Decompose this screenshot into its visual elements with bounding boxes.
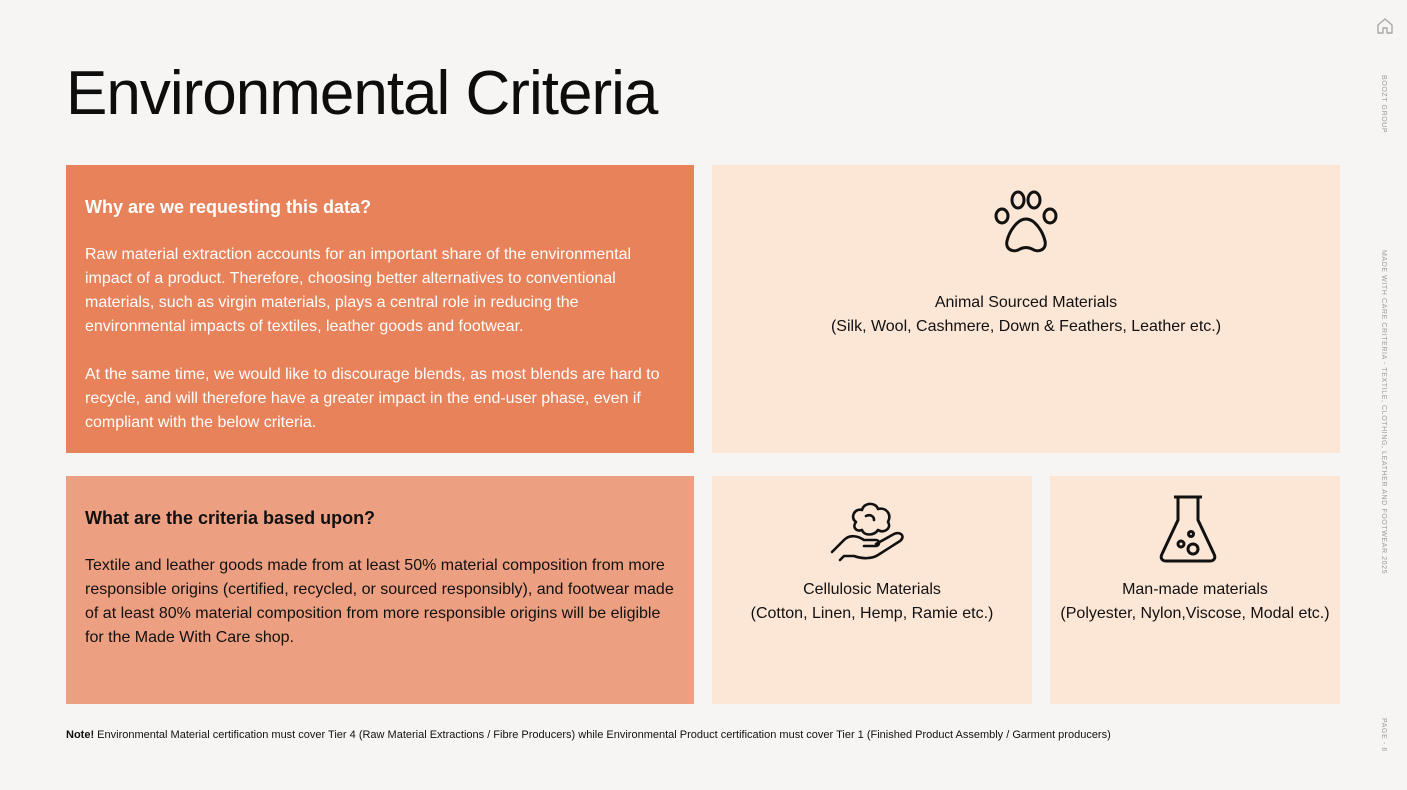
manmade-card-title: Man-made materials (1122, 581, 1268, 598)
manmade-card-subtitle: (Polyester, Nylon,Viscose, Modal etc.) (1060, 605, 1330, 622)
cellulosic-materials-card (712, 476, 1032, 704)
hand-cotton-icon (830, 500, 910, 567)
animal-card-title: Animal Sourced Materials (934, 294, 1118, 311)
criteria-basis-box (66, 476, 694, 704)
why-requesting-box (66, 165, 694, 453)
why-heading: Why are we requesting this data? (85, 197, 372, 217)
manmade-materials-card (1050, 476, 1340, 704)
cellulosic-card-subtitle: (Cotton, Linen, Hemp, Ramie etc.) (750, 605, 994, 622)
why-paragraph-1: Raw material extraction accounts for an important share of the environmental impact of a product. Therefore, choosing better alternatives to conventional materials, such as virgin materials, plays a central role in reducing the environmental impacts of textiles, leather goods and footwear. (85, 246, 632, 335)
page-title: Environmental Criteria (66, 59, 658, 128)
footnote (66, 729, 1111, 741)
document-title: MADE WITH CARE CRITERIA - TEXTILE, CLOTHING, LEATHER AND FOOTWEAR 2025 (1380, 250, 1387, 575)
page-number: PAGE - 6 (1380, 718, 1387, 752)
animal-materials-card (712, 165, 1340, 453)
why-paragraph-2: At the same time, we would like to discourage blends, as most blends are hard to recycle, and will therefore have a greater impact in the end-user phase, even if compliant with the below criteria. (85, 366, 660, 431)
brand-label: BOOZT GROUP (1380, 75, 1387, 134)
flask-icon (1158, 494, 1218, 569)
what-heading: What are the criteria based upon? (85, 508, 376, 528)
cellulosic-card-title: Cellulosic Materials (803, 581, 941, 598)
note-text: Environmental Material certification must cover Tier 4 (Raw Material Extractions / Fibre Producers) while Environmental Product certification must cover Tier 1 (Finished Product Assembly / Garment producers) (94, 729, 1111, 741)
note-label: Note! (66, 729, 95, 741)
paw-icon (993, 189, 1059, 260)
animal-card-subtitle: (Silk, Wool, Cashmere, Down & Feathers, Leather etc.) (830, 318, 1222, 335)
home-icon[interactable] (1376, 17, 1394, 40)
what-paragraph-1: Textile and leather goods made from at least 50% material composition from more responsible origins (certified, recycled, or sourced responsibly), and footwear made of at least 80% material composition from more responsible origins will be eligible for the Made With Care shop. (85, 557, 674, 646)
